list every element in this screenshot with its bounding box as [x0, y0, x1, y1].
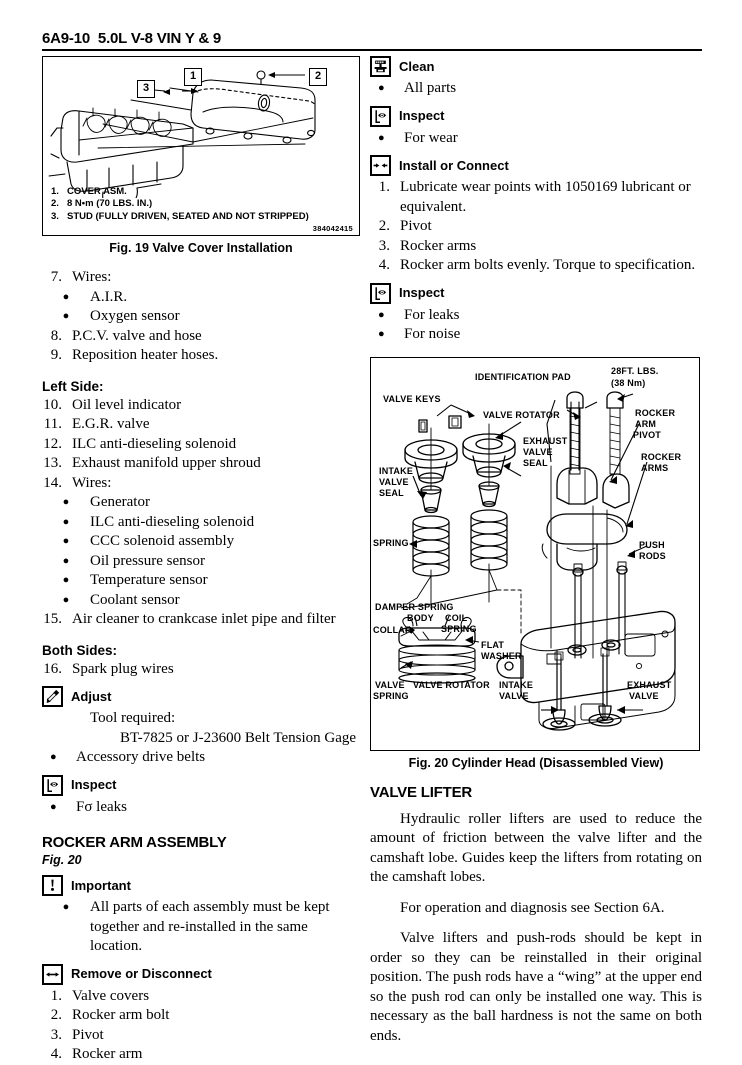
legend-number: 1. [51, 185, 59, 197]
figure-20-label-intake-valve-2: VALVE [499, 690, 529, 701]
figure-20-label-spring: SPRING [373, 537, 409, 548]
list-item [370, 306, 702, 326]
list-item [370, 237, 702, 257]
figure-20-label-collar: COLLAR [373, 624, 412, 635]
valve-lifter-paragraph: For operation and diagnosis see Section 6A. [400, 899, 665, 916]
list-text: Reposition heater hoses. [72, 347, 219, 363]
bullet-icon: ● [62, 901, 70, 913]
bullet-icon: ● [378, 131, 385, 144]
list-item [42, 610, 360, 630]
inspect-label: Inspect [71, 777, 117, 792]
figure-19-valve-cover [42, 56, 360, 236]
important-label: Important [71, 877, 131, 893]
legend-text: 8 N•m (70 LBS. IN.) [67, 198, 153, 209]
install-connect-label: Install or Connect [399, 157, 509, 173]
rocker-figure-reference: Fig. 20 [42, 853, 82, 867]
list-number: 10. [43, 396, 62, 413]
list-text: Wires: [72, 474, 112, 491]
list-text: ILC anti-dieseling solenoid [72, 435, 237, 452]
both-sides-heading: Both Sides: [42, 642, 118, 658]
list-text: Temperature sensor [90, 572, 208, 588]
figure-20-label-exhaust-2: EXHAUST [627, 679, 672, 690]
list-text: Lubricate wear points with 1050169 lubricant or equivalent. [400, 179, 691, 215]
list-text: Coolant sensor [90, 591, 180, 608]
list-item [42, 454, 360, 474]
figure-20-label-intake-valve: VALVE [379, 476, 409, 487]
list-number: 15. [43, 611, 62, 627]
list-text: Pivot [72, 1026, 104, 1043]
figure-20-label-rocker-2: ROCKER [641, 451, 682, 462]
figure-20-label-push: PUSH [639, 539, 665, 550]
inspect-eye-icon [370, 106, 391, 127]
bullet-icon: ● [50, 800, 57, 813]
figure-20-label-exhaust-valve: VALVE [523, 446, 553, 457]
legend-row [51, 186, 353, 199]
bullet-icon: ● [62, 515, 70, 528]
list-item [42, 552, 360, 572]
figure-20-label-torque: 28FT. LBS. [611, 365, 659, 376]
list-item [42, 474, 360, 494]
list-text: Rocker arm bolts evenly. Torque to specification. [400, 257, 696, 273]
right-column [370, 56, 702, 1046]
list-number: 14. [43, 474, 62, 491]
figure-19-part-number: 384042415 [312, 224, 353, 233]
figure-20-label-arms: ARMS [641, 462, 669, 473]
list-item [370, 178, 702, 217]
inspect-eye-icon [370, 283, 391, 304]
legend-text: STUD (FULLY DRIVEN, SEATED AND NOT STRIPPED) [67, 210, 309, 222]
list-item [42, 1045, 360, 1065]
list-item [42, 748, 360, 768]
figure-20-label-intake-seal: SEAL [379, 487, 404, 498]
list-text: CCC solenoid assembly [90, 533, 235, 549]
list-number: 2. [50, 1007, 62, 1023]
figure-20-label-rocker: ROCKER [635, 407, 676, 418]
important-exclamation-icon [42, 875, 63, 896]
list-text: Oxygen sensor [90, 308, 180, 324]
list-item [42, 987, 360, 1007]
list-item [42, 660, 360, 680]
list-text: E.G.R. valve [72, 416, 150, 432]
tool-required-label: Tool required: [90, 710, 176, 726]
figure-19-callout-3: 3 [137, 80, 155, 98]
bullet-icon: ● [378, 82, 385, 94]
list-number: 16. [43, 660, 62, 677]
figure-19-legend [43, 186, 359, 226]
list-item [42, 532, 360, 552]
list-number: 1. [378, 179, 390, 195]
list-item [42, 1026, 360, 1046]
remove-disconnect-section-header [42, 964, 360, 985]
list-text: P.C.V. valve and hose [72, 327, 202, 344]
figure-20-label-rods: RODS [639, 550, 666, 561]
list-text: Pivot [400, 218, 432, 234]
list-text: Generator [90, 494, 150, 510]
list-text: For wear [404, 129, 458, 146]
list-item [42, 307, 360, 327]
inspect-wear-section-header [370, 106, 702, 127]
page-header [42, 30, 702, 51]
figure-20-label-damper-spring: DAMPER SPRING [375, 601, 454, 612]
list-item [370, 79, 702, 99]
figure-20-label-valve-rotator: VALVE ROTATOR [483, 409, 560, 420]
install-connect-arrows-icon [370, 155, 391, 176]
figure-20-label-coil: COIL [445, 612, 468, 623]
list-number: 4. [378, 257, 390, 273]
important-section-header [42, 875, 360, 896]
list-item [370, 129, 702, 149]
list-item [42, 591, 360, 611]
legend-row [51, 211, 353, 224]
inspect-section-header [42, 775, 360, 796]
figure-20-label-valve-spring: SPRING [373, 690, 409, 701]
list-text: For leaks [404, 306, 460, 323]
figure-19-callout-2: 2 [309, 68, 327, 86]
list-text: All parts of each assembly must be kept together and re-installed in the same location. [90, 899, 330, 954]
list-item [42, 798, 360, 818]
bullet-icon: ● [62, 310, 70, 322]
bullet-icon: ● [62, 496, 70, 508]
list-item [42, 435, 360, 455]
list-item [42, 327, 360, 347]
figure-20-label-exhaust-seal: SEAL [523, 457, 548, 468]
figure-20-label-identification-pad: IDENTIFICATION PAD [475, 371, 571, 382]
list-text: Accessory drive belts [76, 749, 206, 765]
bullet-icon: ● [62, 554, 70, 567]
bullet-icon: ● [62, 593, 70, 606]
list-number: 9. [50, 347, 62, 363]
list-text: A.I.R. [90, 288, 128, 305]
list-text: Exhaust manifold upper shroud [72, 455, 261, 471]
bullet-icon: ● [62, 574, 70, 586]
figure-20-label-pivot: PIVOT [633, 429, 662, 440]
legend-number: 3. [51, 210, 59, 222]
clean-section-header [370, 56, 702, 77]
list-item [42, 571, 360, 591]
inspect-label: Inspect [399, 285, 445, 300]
bullet-icon: ● [378, 328, 385, 340]
header-rule [42, 49, 702, 51]
list-item [42, 268, 360, 288]
bullet-icon: ● [378, 308, 385, 321]
list-number: 13. [43, 455, 62, 471]
valve-lifter-heading: VALVE LIFTER [370, 783, 473, 801]
list-item [42, 1006, 360, 1026]
list-text: Rocker arms [400, 237, 477, 254]
bullet-icon: ● [62, 290, 70, 303]
figure-20-label-valve-keys: VALVE KEYS [383, 393, 441, 404]
list-item [42, 513, 360, 533]
figure-20-label-valve-rotator-2: VALVE ROTATOR [413, 679, 490, 690]
list-item [42, 288, 360, 308]
list-number: 3. [378, 237, 390, 254]
figure-20-caption: Fig. 20 Cylinder Head (Disassembled View) [408, 755, 664, 770]
figure-20-label-coil-spring: SPRING [441, 623, 477, 634]
figure-19-callout-1: 1 [184, 68, 202, 86]
list-item [42, 898, 360, 957]
legend-row [51, 198, 353, 211]
figure-20-label-body: BODY [407, 612, 434, 623]
figure-20-label-valve: VALVE [375, 679, 405, 690]
figure-20-label-flat: FLAT [481, 639, 505, 650]
list-item [42, 493, 360, 513]
list-number: 2. [378, 218, 390, 234]
figure-20-label-washer: WASHER [481, 650, 522, 661]
valve-lifter-paragraph: Hydraulic roller lifters are used to reduce the amount of friction between the valve lifter and the camshaft lobe. Guides keep the lifters from rotating on the camshaft lobes. [370, 810, 702, 885]
list-item [370, 217, 702, 237]
figure-20-label-exhaust: EXHAUST [523, 435, 568, 446]
adjust-screwdriver-icon [42, 686, 63, 707]
list-text: Oil pressure sensor [90, 552, 205, 569]
list-text: Fσ leaks [76, 798, 127, 815]
figure-20-cylinder-head [370, 357, 700, 751]
list-number: 8. [50, 327, 62, 344]
figure-20-label-intake: INTAKE [379, 465, 414, 476]
install-connect-section-header [370, 155, 702, 176]
list-text: For noise [404, 326, 461, 342]
inspect-eye-icon [42, 775, 63, 796]
figure-20-label-torque-nm: (38 Nm) [611, 377, 646, 388]
list-text: Rocker arm bolt [72, 1007, 170, 1023]
figure-20-label-arm: ARM [635, 418, 657, 429]
list-item [370, 325, 702, 345]
adjust-label: Adjust [71, 688, 112, 704]
left-column [42, 56, 360, 1065]
legend-number: 2. [51, 198, 59, 209]
remove-disconnect-label: Remove or Disconnect [71, 966, 212, 981]
list-text: ILC anti-dieseling solenoid [90, 513, 255, 530]
list-number: 7. [50, 269, 62, 285]
list-text: Wires: [72, 269, 112, 285]
bullet-icon: ● [50, 751, 57, 763]
list-text: Oil level indicator [72, 396, 182, 413]
list-item [42, 415, 360, 435]
inspect-wear-label: Inspect [399, 108, 445, 123]
list-item [42, 396, 360, 416]
inspect-leaks-section-header [370, 283, 702, 304]
list-text: Valve covers [72, 987, 150, 1004]
list-text: Rocker arm [72, 1046, 143, 1062]
left-side-heading: Left Side: [42, 378, 104, 394]
list-item [42, 346, 360, 366]
legend-text: COVER ASM. [67, 185, 127, 197]
figure-20-label-intake-2: INTAKE [499, 679, 534, 690]
adjust-section-header [42, 686, 360, 707]
rocker-arm-assembly-heading: ROCKER ARM ASSEMBLY [42, 834, 227, 851]
list-text: Spark plug wires [72, 660, 174, 677]
list-number: 4. [50, 1046, 62, 1062]
clean-icon [370, 56, 391, 77]
list-number: 1. [50, 987, 62, 1004]
clean-label: Clean [399, 58, 435, 74]
valve-lifter-paragraph: Valve lifters and push-rods should be kept in order so they can be reinstalled in their original position. The push rods have a “wing” at the upper end so the push rod can only be installed one way. This is necessary as the ball hardness is not the same on both ends. [370, 930, 702, 1044]
list-number: 12. [43, 435, 62, 452]
list-item [370, 256, 702, 276]
list-number: 3. [50, 1026, 62, 1043]
remove-disconnect-arrows-icon [42, 964, 63, 985]
figure-19-caption: Fig. 19 Valve Cover Installation [109, 241, 293, 255]
figure-20-label-exhaust-valve-2: VALVE [629, 690, 659, 701]
list-number: 11. [43, 416, 62, 432]
tool-name: BT-7825 or J-23600 Belt Tension Gage [120, 729, 357, 746]
list-text: Air cleaner to crankcase inlet pipe and filter [72, 611, 336, 627]
bullet-icon: ● [62, 535, 70, 547]
list-text: All parts [404, 80, 457, 96]
page-header-text: 6A9-10 5.0L V-8 VIN Y & 9 [42, 30, 222, 47]
